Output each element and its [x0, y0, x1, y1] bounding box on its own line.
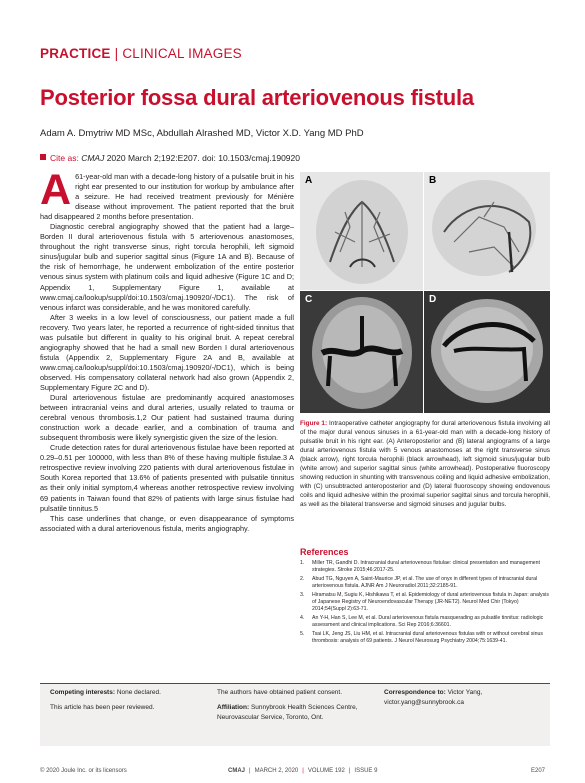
cite-label: Cite as: [50, 153, 79, 163]
author-list: Adam A. Dmytriw MD MSc, Abdullah Alrashed MD, Victor X.D. Yang MD PhD [40, 128, 364, 139]
paragraph-6: This case underlines that change, or even disappearance of symptoms associated with a dural arteriovenous fistula, merits angiography. [40, 513, 294, 533]
drop-cap: A [40, 166, 72, 214]
figure-panel-a [300, 172, 423, 290]
figure-panel-b [424, 172, 550, 290]
article-title: Posterior fossa dural arteriovenous fistula [40, 85, 474, 110]
figure-caption [300, 419, 550, 509]
subsection-label: CLINICAL IMAGES [122, 46, 242, 61]
cite-marker-icon [40, 154, 46, 160]
citation-line [40, 153, 300, 163]
footer-page-number: E207 [531, 768, 546, 774]
angiogram-ap-image [300, 172, 423, 290]
correspondence: Correspondence to: Victor Yang, victor.yang@sunnybrook.ca [384, 689, 483, 706]
paragraph-1: A 61-year-old man with a decade-long history of a pulsatile bruit in his right ear presented to our institution for workup by ambulance after a seizure. He had received treatment previously for Ménière disease without improvement. The patient reported that the bruit had disappeared 2 months before presentation. [40, 166, 294, 222]
reference-list [300, 560, 550, 647]
consent-note: The authors have obtained patient consent. [217, 689, 343, 696]
figure-label-b: B [429, 175, 437, 186]
paragraph-3: After 3 weeks in a low level of consciousness, our patient made a full recovery. Two years later, he reported a recurrence of right-sided tinnitus that was pulsatile but different in quality to his original bruit. A repeat cerebral angiography showed that he had a small new Borden I dural arteriovenous fistula (Appendix 2, Supplementary Figure 2A and B, available at www.cmaj.ca/lookup/suppl/doi:10.1503/cmaj.190920/-/DC1), which is being observed. His compensatory collateral network had also grown (Appendix 2, Supplementary Figure 2C and D). [40, 312, 294, 392]
info-box [40, 684, 550, 746]
figure-label-a: A [305, 175, 313, 186]
paragraph-5: Crude detection rates for dural arteriovenous fistulae have been reported at 0.29–0.51 per 100000, with less than 8% of these having multiple fistulae.3 A retrospective review involving 220 patients with dural arteriovenous fistulae in South Korea reported that 13.6% of patients presented with pulsatile tinnitus as their only initial symptom,4 whereas another retrospective review involving 69 patients in Taiwan found that 82% of patients with large sinus fistulae had pulsatile tinnitus.5 [40, 443, 294, 513]
cite-text: 2020 March 2;192:E207. doi: 10.1503/cmaj.190920 [104, 153, 300, 163]
reference-item: 2. Abud TG, Nguyen A, Saint-Maurice JP, et al. The use of onyx in different types of intracranial dural arteriovenous fistula. AJNR Am J Neuroradiol 2011;32:2185-91. [300, 575, 538, 590]
fluoroscopy-ap-image [300, 291, 423, 413]
section-header [40, 46, 242, 61]
figure-label-c: C [305, 294, 313, 305]
figure-label-d: D [429, 294, 437, 305]
fluoroscopy-lateral-image [424, 291, 550, 413]
cite-journal: CMAJ [81, 153, 105, 163]
reference-item: 5. Tsai LK, Jeng JS, Liu HM, et al. Intracranial dural arteriovenous fistulas with or without cerebral sinus thrombosis: analysis of 69 patients. J Neurol Neurosurg Psychiatry 2004;75:1639-41. [300, 630, 543, 645]
reference-item: 1. Miller TR, Gandhi D. Intracranial dural arteriovenous fistulae: clinical presentation and management strategies. Stroke 2015;46:2017-25. [300, 560, 540, 574]
footer-issue-info: CMAJ | MARCH 2, 2020 | VOLUME 192 | ISSUE 9 [228, 768, 378, 774]
figure-caption-label: Figure 1: [300, 420, 328, 427]
peer-review-note: This article has been peer reviewed. [50, 704, 155, 711]
figure-caption-text: Intraoperative catheter angiography for dural arteriovenous fistula involving all of the major dural venous sinuses in a 61-year-old man with a decade-long history of pulsatile bruit in his right ear. (A) Anteroposterior and (B) lateral angiograms of a large dural arteriovenous fistula with 5 venous anastomoses at the right transverse sinus (black arrow), right torcula herophili (black arrowhead), left sigmoid sinus/jugular bulb (white arrow) and superior sagittal sinus (white arrowhead). Postoperative fluoroscopy showing reduction in shunting with transvenous coiling and liquid adhesive embolization, with (C) unsubtracted anteroposterior and (D) lateral fluoroscopy showing endovenous coils and liquid adhesive within the proximal superior sagittal sinus and torcula herophili, as well as the bilateral transverse and sigmoid sinuses and jugular bulbs. [300, 420, 550, 508]
section-label: PRACTICE [40, 46, 111, 61]
figure-panel-d [424, 291, 550, 413]
competing-interests: Competing interests: None declared. [50, 689, 161, 696]
paragraph-2: Diagnostic cerebral angiography showed that the patient had a large–Borden II dural arteriovenous fistula with 5 arteriovenous anastomoses, throughout the right transverse sinus, right torcula herophili, left sigmoid sinus/jugular bulb and superior sagittal sinus (Figure 1A and B). Because of the risk of hemorrhage, he underwent embolization of the entire posterior venous sinus system with platinum coils and liquid adhesive (Figure 1C and D; Appendix 1, Supplementary Figure 1, available at www.cmaj.ca/lookup/suppl/doi:10.1503/cmaj.190920/-/DC1). The risk of venous infarct was considerable, and he was monitored carefully. [40, 222, 294, 312]
paragraph-4: Dural arteriovenous fistulae are predominantly acquired anastomoses between intracranial veins and dural arteries, usually related to trauma or cerebral venous thrombosis.1,2 Our patient had sustained trauma during construction work a decade earlier, and a combination of trauma and subsequent thrombosis were likely synergistic given the size of the lesion. [40, 393, 294, 443]
affiliation: Affiliation: Sunnybrook Health Sciences Centre, Neurovascular Service, Toronto, Ont. [217, 704, 358, 721]
article-body [40, 166, 294, 534]
references-heading: References [300, 547, 349, 557]
footer-copyright: © 2020 Joule Inc. or its licensors [40, 768, 127, 774]
reference-item: 3. Hiramatsu M, Sugiu K, Hishikawa T, et al. Epidemiology of dural arteriovenous fistula in Japan: analysis of Japanese Registry of Neuroendovascular Therapy (JR-NET2). Neurol Med Chir (Tokyo) 2014;54(Suppl 2):63-71. [300, 591, 549, 613]
reference-item: 4. An Y-H, Han S, Lee M, et al. Dural arteriovenous fistula masquerading as pulsatile tinnitus: radiologic assessment and clinical implications. Sci Rep 2016;6:36601. [300, 614, 544, 629]
figure-panel-c [300, 291, 423, 413]
section-separator: | [114, 46, 119, 61]
angiogram-lateral-image [424, 172, 550, 290]
